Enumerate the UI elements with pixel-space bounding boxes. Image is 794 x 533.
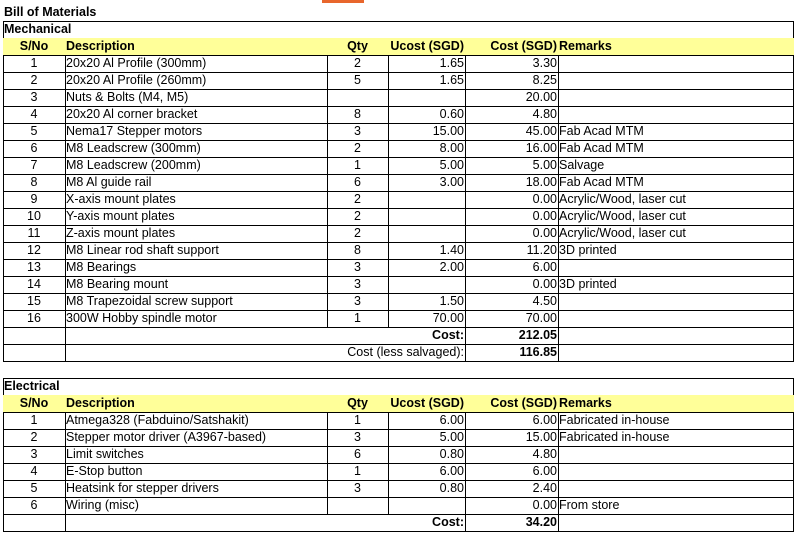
cell-qty[interactable]: 3 <box>354 124 361 138</box>
cell-ucost[interactable]: 15.00 <box>432 124 464 138</box>
cell-remarks[interactable] <box>558 310 794 327</box>
cell-qty[interactable]: 2 <box>354 56 361 70</box>
cell-ucost[interactable] <box>388 497 465 514</box>
cell-sno[interactable]: 14 <box>27 277 41 291</box>
cell-cost[interactable]: 4.50 <box>532 294 557 308</box>
cell-qty[interactable]: 6 <box>354 175 361 189</box>
cell-description[interactable]: Stepper motor driver (A3967-based) <box>66 430 267 444</box>
mechanical-section-title-row <box>3 21 794 38</box>
header-cost[interactable]: Cost (SGD) <box>490 396 557 410</box>
cell-qty[interactable]: 1 <box>354 311 361 325</box>
cell-ucost[interactable]: 6.00 <box>439 464 464 478</box>
cell-ucost[interactable]: 5.00 <box>439 158 464 172</box>
header-description[interactable]: Description <box>66 39 135 53</box>
cell-remarks[interactable] <box>558 72 794 89</box>
cell-description[interactable]: Heatsink for stepper drivers <box>66 481 219 495</box>
cell-qty[interactable]: 3 <box>354 294 361 308</box>
table-row <box>3 276 794 293</box>
cell-cost[interactable]: 18.00 <box>525 175 557 189</box>
cell-remarks[interactable] <box>558 89 794 106</box>
cell-ucost[interactable]: 8.00 <box>439 141 464 155</box>
cell-cost[interactable]: 0.00 <box>532 226 557 240</box>
cell-ucost[interactable]: 3.00 <box>439 175 464 189</box>
table-row <box>3 463 794 480</box>
cell-sno[interactable]: 15 <box>27 294 41 308</box>
cell-qty[interactable]: 6 <box>354 447 361 461</box>
header-cost[interactable]: Cost (SGD) <box>490 39 557 53</box>
cell-remarks[interactable]: Fab Acad MTM <box>559 124 644 138</box>
cell-sno[interactable]: 5 <box>30 481 38 495</box>
cell-description[interactable]: M8 Bearings <box>66 260 137 274</box>
cell-sno[interactable]: 3 <box>30 447 38 461</box>
cell-qty[interactable]: 3 <box>354 430 361 444</box>
cell-description[interactable]: 20x20 Al Profile (300mm) <box>66 56 207 70</box>
cell-remarks[interactable]: 3D printed <box>559 277 617 291</box>
cell-remarks[interactable] <box>558 293 794 310</box>
cost-total-label[interactable]: Cost: <box>432 328 464 342</box>
table-row <box>3 72 794 89</box>
cell-description[interactable]: M8 Linear rod shaft support <box>66 243 219 257</box>
table-row <box>3 259 794 276</box>
cell-ucost[interactable]: 70.00 <box>432 311 464 325</box>
cost-less-salvaged-value[interactable]: 116.85 <box>519 345 557 359</box>
cell-description[interactable]: M8 Leadscrew (200mm) <box>66 158 201 172</box>
cell-sno[interactable]: 12 <box>27 243 41 257</box>
cell-qty[interactable]: 8 <box>354 243 361 257</box>
mechanical-cost-row <box>3 327 794 344</box>
table-row <box>3 106 794 123</box>
cell-remarks[interactable]: Acrylic/Wood, laser cut <box>559 192 686 206</box>
cell-ucost[interactable]: 0.80 <box>439 447 464 461</box>
sheet-title-row <box>3 4 794 21</box>
cell-sno[interactable]: 9 <box>30 192 38 206</box>
cell-cost[interactable]: 0.00 <box>532 192 557 206</box>
table-row <box>3 174 794 191</box>
cell-ucost[interactable]: 0.80 <box>439 481 464 495</box>
table-row <box>3 208 794 225</box>
cost-total-value[interactable]: 34.20 <box>525 515 557 529</box>
cell-description[interactable]: Atmega328 (Fabduino/Satshakit) <box>66 413 249 427</box>
cell-remarks[interactable]: Salvage <box>559 158 605 172</box>
cell-ucost[interactable]: 1.50 <box>439 294 464 308</box>
cell-cost[interactable]: 8.25 <box>532 73 557 87</box>
mechanical-section-title[interactable]: Mechanical <box>4 22 72 36</box>
cell-remarks[interactable] <box>558 463 794 480</box>
cell-sno[interactable]: 4 <box>30 107 38 121</box>
mechanical-salvaged-row <box>3 344 794 361</box>
cell-ucost[interactable]: 1.65 <box>439 73 464 87</box>
cell-remarks[interactable]: Acrylic/Wood, laser cut <box>559 209 686 223</box>
cell-cost[interactable]: 0.00 <box>532 498 557 512</box>
header-sno[interactable]: S/No <box>19 396 49 410</box>
header-qty[interactable]: Qty <box>347 396 368 410</box>
cell-remarks[interactable]: Fab Acad MTM <box>559 141 644 155</box>
cell-ucost[interactable] <box>388 191 465 208</box>
cell-sno[interactable]: 3 <box>30 90 38 104</box>
cell-remarks[interactable] <box>558 259 794 276</box>
cell-description[interactable]: X-axis mount plates <box>66 192 176 206</box>
cell-remarks[interactable]: Fab Acad MTM <box>559 175 644 189</box>
cell-cost[interactable]: 20.00 <box>525 90 557 104</box>
cell-description[interactable]: Nuts & Bolts (M4, M5) <box>66 90 189 104</box>
cell-description[interactable]: M8 Trapezoidal screw support <box>66 294 233 308</box>
cell-description[interactable]: Y-axis mount plates <box>66 209 175 223</box>
cell-sno[interactable]: 7 <box>30 158 38 172</box>
header-description[interactable]: Description <box>66 396 135 410</box>
table-row <box>3 497 794 514</box>
table-row <box>3 310 794 327</box>
cell-cost[interactable]: 0.00 <box>532 277 557 291</box>
table-row <box>3 446 794 463</box>
table-row <box>3 480 794 497</box>
cell-qty[interactable]: 5 <box>354 73 361 87</box>
table-row <box>3 225 794 242</box>
cell-ucost[interactable]: 1.40 <box>439 243 464 257</box>
cell-ucost[interactable]: 5.00 <box>439 430 464 444</box>
cell-qty[interactable]: 3 <box>354 277 361 291</box>
cell-description[interactable]: 20x20 Al corner bracket <box>66 107 198 121</box>
header-qty[interactable]: Qty <box>347 39 368 53</box>
cell-qty[interactable]: 3 <box>354 260 361 274</box>
header-ucost[interactable]: Ucost (SGD) <box>390 396 464 410</box>
cell-cost[interactable]: 70.00 <box>525 311 557 325</box>
cell-remarks[interactable]: Fabricated in-house <box>559 430 670 444</box>
cell-cost[interactable]: 11.20 <box>526 243 557 257</box>
cell-cost[interactable]: 2.40 <box>532 481 557 495</box>
cell-cost[interactable]: 6.00 <box>532 413 557 427</box>
cell-ucost[interactable] <box>388 89 465 106</box>
active-column-marker <box>322 0 364 3</box>
cell-sno[interactable]: 6 <box>30 141 38 155</box>
cell-cost[interactable]: 5.00 <box>532 158 557 172</box>
cell-qty[interactable]: 2 <box>354 226 361 240</box>
cell-description[interactable]: Nema17 Stepper motors <box>66 124 203 138</box>
cell-cost[interactable]: 6.00 <box>532 260 557 274</box>
electrical-cost-row <box>3 514 794 531</box>
cell-qty[interactable]: 2 <box>354 209 361 223</box>
cell-sno[interactable]: 4 <box>30 464 38 478</box>
table-row <box>3 242 794 259</box>
header-remarks[interactable]: Remarks <box>559 396 612 410</box>
cell-remarks[interactable] <box>558 480 794 497</box>
cell-remarks[interactable]: From store <box>559 498 620 512</box>
cell-qty[interactable] <box>327 497 388 514</box>
table-row <box>3 89 794 106</box>
cell-qty[interactable]: 3 <box>354 481 361 495</box>
table-row <box>3 412 794 429</box>
electrical-header-row <box>3 395 794 412</box>
cell-sno[interactable]: 1 <box>30 413 38 427</box>
cell-ucost[interactable]: 2.00 <box>439 260 464 274</box>
cell-cost[interactable]: 45.00 <box>525 124 557 138</box>
cell-description[interactable]: Wiring (misc) <box>66 498 139 512</box>
cell-cost[interactable]: 4.80 <box>532 447 557 461</box>
grid-hline <box>3 531 794 532</box>
cell-remarks[interactable]: Fabricated in-house <box>559 413 670 427</box>
grid-hline <box>3 361 794 362</box>
cell-remarks[interactable] <box>558 446 794 463</box>
cell-qty[interactable]: 1 <box>354 464 361 478</box>
cell-description[interactable]: Limit switches <box>66 447 144 461</box>
cell-sno[interactable]: 2 <box>30 430 38 444</box>
table-row <box>3 157 794 174</box>
cell-description[interactable]: 20x20 Al Profile (260mm) <box>66 73 207 87</box>
table-row <box>3 55 794 72</box>
cell-sno[interactable]: 2 <box>30 73 38 87</box>
cell-qty[interactable] <box>327 89 388 106</box>
cell-cost[interactable]: 0.00 <box>532 209 557 223</box>
table-row <box>3 293 794 310</box>
cell-remarks[interactable] <box>558 55 794 72</box>
table-row <box>3 191 794 208</box>
cell-ucost[interactable] <box>388 225 465 242</box>
cost-less-salvaged-label[interactable]: Cost (less salvaged): <box>347 345 464 359</box>
cell-qty[interactable]: 2 <box>354 141 361 155</box>
cell-cost[interactable]: 15.00 <box>525 430 557 444</box>
cell-sno[interactable]: 5 <box>30 124 38 138</box>
cell-cost[interactable]: 4.80 <box>532 107 557 121</box>
cell-remarks[interactable]: 3D printed <box>559 243 617 257</box>
cell-ucost[interactable] <box>388 276 465 293</box>
cell-qty[interactable]: 1 <box>354 413 361 427</box>
cell-sno[interactable]: 16 <box>27 311 41 325</box>
cell-ucost[interactable]: 0.60 <box>439 107 464 121</box>
cell-cost[interactable]: 3.30 <box>532 56 557 70</box>
header-remarks[interactable]: Remarks <box>559 39 612 53</box>
mechanical-header-row <box>3 38 794 55</box>
table-row <box>3 140 794 157</box>
cell-ucost[interactable]: 1.65 <box>439 56 464 70</box>
cell-sno[interactable]: 6 <box>30 498 38 512</box>
cell-ucost[interactable] <box>388 208 465 225</box>
cell-description[interactable]: M8 Leadscrew (300mm) <box>66 141 201 155</box>
electrical-section-title[interactable]: Electrical <box>4 379 60 393</box>
cell-sno[interactable]: 11 <box>27 226 41 240</box>
cell-description[interactable]: E-Stop button <box>66 464 143 478</box>
cell-qty[interactable]: 2 <box>354 192 361 206</box>
sheet-title[interactable]: Bill of Materials <box>4 5 97 19</box>
cell-ucost[interactable]: 6.00 <box>439 413 464 427</box>
header-sno[interactable]: S/No <box>19 39 49 53</box>
cell-qty[interactable]: 8 <box>354 107 361 121</box>
table-row <box>3 123 794 140</box>
electrical-section-title-row <box>3 378 794 395</box>
header-ucost[interactable]: Ucost (SGD) <box>390 39 464 53</box>
cell-description[interactable]: M8 Bearing mount <box>66 277 169 291</box>
cell-qty[interactable]: 1 <box>354 158 361 172</box>
cell-description[interactable]: M8 Al guide rail <box>66 175 152 189</box>
cost-total-label[interactable]: Cost: <box>432 515 464 529</box>
cell-sno[interactable]: 1 <box>30 56 38 70</box>
cell-cost[interactable]: 6.00 <box>532 464 557 478</box>
cell-description[interactable]: 300W Hobby spindle motor <box>66 311 217 325</box>
cost-total-value[interactable]: 212.05 <box>518 328 557 342</box>
cell-sno[interactable]: 8 <box>30 175 38 189</box>
cell-sno[interactable]: 10 <box>27 209 41 223</box>
cell-cost[interactable]: 16.00 <box>525 141 557 155</box>
cell-remarks[interactable]: Acrylic/Wood, laser cut <box>559 226 686 240</box>
cell-description[interactable]: Z-axis mount plates <box>66 226 176 240</box>
table-row <box>3 429 794 446</box>
cell-remarks[interactable] <box>558 106 794 123</box>
cell-sno[interactable]: 13 <box>27 260 41 274</box>
